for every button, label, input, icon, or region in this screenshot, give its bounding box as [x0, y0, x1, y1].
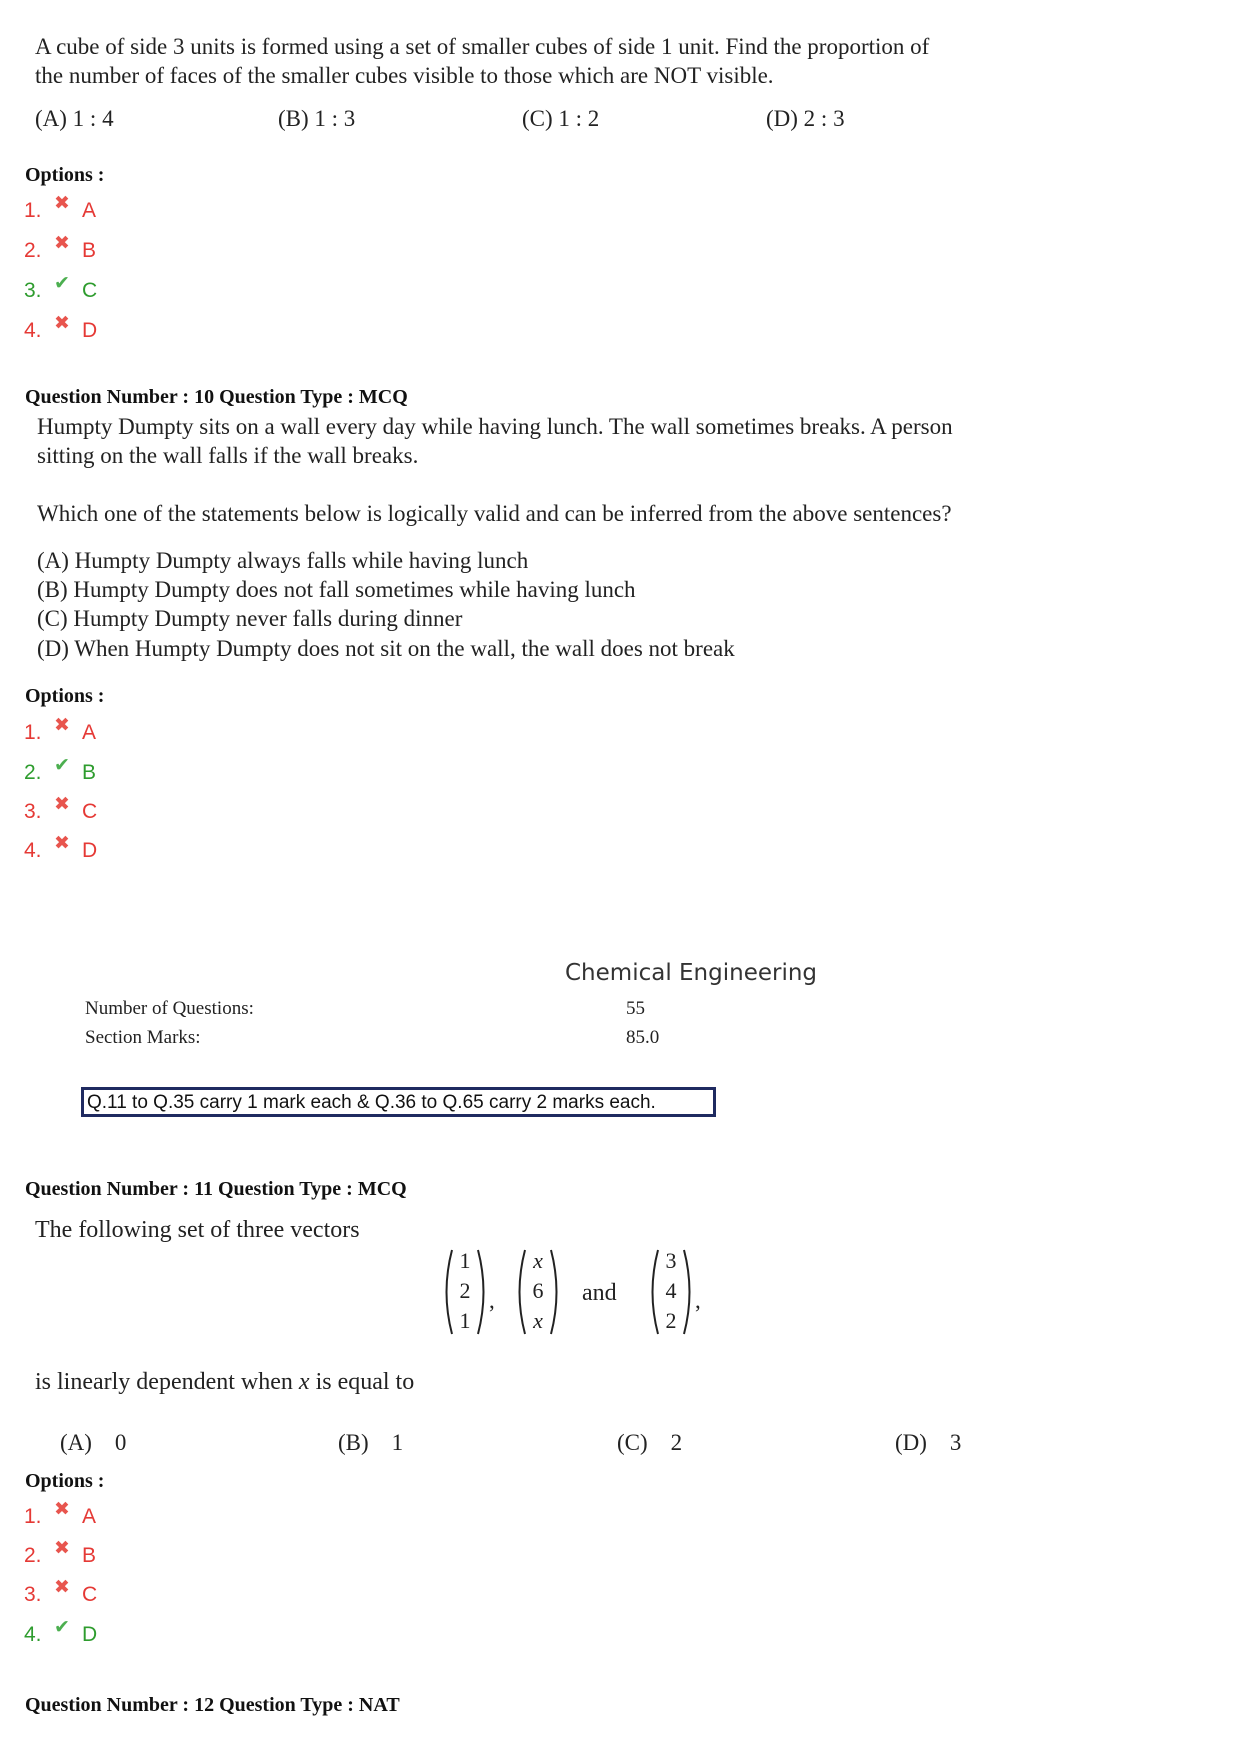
option-label: C	[82, 1583, 98, 1606]
q12-header: Question Number : 12 Question Type : NAT	[25, 1694, 400, 1716]
vector-and-word: and	[582, 1280, 617, 1306]
option-number: 2.	[24, 239, 42, 262]
q9-options-label: Options :	[25, 164, 105, 186]
q9-text-line2: the number of faces of the smaller cubes visible to those which are NOT visible.	[35, 63, 774, 88]
q10-text-line3: Which one of the statements below is logically valid and can be inferred from the above sentences?	[37, 501, 952, 526]
option-number: 3.	[24, 800, 42, 823]
option-label: D	[82, 1623, 98, 1646]
option-label: B	[82, 239, 97, 262]
option-label: A	[82, 199, 97, 222]
option-number: 4.	[24, 839, 42, 862]
num-questions-value: 55	[626, 998, 645, 1019]
vector-3	[646, 1248, 696, 1336]
check-icon: ✔	[54, 273, 70, 294]
option-number: 2.	[24, 1544, 42, 1567]
section-marks-label: Section Marks:	[85, 1027, 201, 1048]
option-label: A	[82, 1505, 97, 1528]
option-label: D	[82, 319, 98, 342]
q9-choice-b: (B) 1 : 3	[278, 106, 356, 131]
num-questions-label: Number of Questions:	[85, 998, 254, 1019]
q10-header: Question Number : 10 Question Type : MCQ	[25, 386, 408, 408]
option-number: 1.	[24, 721, 42, 744]
option-label: A	[82, 721, 97, 744]
q9-choice-d: (D) 2 : 3	[766, 106, 845, 131]
vector-1-entry-2: 2	[459, 1278, 471, 1303]
vector-1-entry-1: 1	[459, 1248, 471, 1273]
vector-2-entry-2: 6	[532, 1278, 544, 1303]
vector-1-entry-3: 1	[459, 1308, 471, 1333]
cross-icon: ✖	[54, 715, 70, 736]
q10-options-label: Options :	[25, 685, 105, 707]
option-number: 1.	[24, 199, 42, 222]
q11-text-line2	[35, 1368, 414, 1397]
vector-3-entry-1: 3	[665, 1248, 677, 1273]
q10-choice-a: (A) Humpty Dumpty always falls while having lunch	[37, 548, 529, 573]
cross-icon: ✖	[54, 794, 70, 815]
q11-text-line2-end: is equal to	[315, 1369, 415, 1395]
option-number: 4.	[24, 319, 42, 342]
cross-icon: ✖	[54, 1499, 70, 1520]
q10-text-line1: Humpty Dumpty sits on a wall every day while having lunch. The wall sometimes breaks. A person	[37, 414, 953, 439]
vector-1	[440, 1248, 490, 1336]
vector-2	[513, 1248, 563, 1336]
q10-choice-b: (B) Humpty Dumpty does not fall sometimes while having lunch	[37, 577, 636, 602]
vector-2-entry-3: x	[533, 1308, 543, 1333]
q11-options-label: Options :	[25, 1470, 105, 1492]
check-icon: ✔	[54, 1617, 70, 1638]
q10-choice-d: (D) When Humpty Dumpty does not sit on the wall, the wall does not break	[37, 636, 735, 661]
q10-text-line2: sitting on the wall falls if the wall breaks.	[37, 443, 419, 468]
q11-choice-d: (D) 3	[895, 1430, 962, 1455]
option-label: B	[82, 1544, 97, 1567]
section-title: Chemical Engineering	[565, 960, 818, 986]
option-number: 3.	[24, 1583, 42, 1606]
q11-choice-a: (A) 0	[60, 1430, 127, 1455]
option-label: C	[82, 800, 98, 823]
option-label: B	[82, 761, 97, 784]
cross-icon: ✖	[54, 233, 70, 254]
q11-header: Question Number : 11 Question Type : MCQ	[25, 1178, 407, 1200]
cross-icon: ✖	[54, 833, 70, 854]
option-label: C	[82, 279, 98, 302]
vector-comma-2: ,	[695, 1288, 701, 1313]
section-marks-value: 85.0	[626, 1027, 660, 1048]
option-number: 2.	[24, 761, 42, 784]
q9-text-line1: A cube of side 3 units is formed using a set of smaller cubes of side 1 unit. Find the proportion of	[35, 34, 930, 59]
q11-text-variable: x	[298, 1369, 310, 1395]
cross-icon: ✖	[54, 313, 70, 334]
vector-3-entry-3: 2	[665, 1308, 677, 1333]
option-label: D	[82, 839, 98, 862]
q11-text-line1: The following set of three vectors	[35, 1217, 360, 1243]
q11-text-line2-start: is linearly dependent when	[35, 1369, 293, 1395]
cross-icon: ✖	[54, 193, 70, 214]
check-icon: ✔	[54, 755, 70, 776]
vector-comma-1: ,	[489, 1288, 495, 1313]
cross-icon: ✖	[54, 1577, 70, 1598]
option-number: 4.	[24, 1623, 42, 1646]
vector-2-entry-1: x	[533, 1248, 543, 1273]
cross-icon: ✖	[54, 1538, 70, 1559]
q10-choice-c: (C) Humpty Dumpty never falls during dinner	[37, 606, 463, 631]
vector-3-entry-2: 4	[665, 1278, 677, 1303]
q11-choice-b: (B) 1	[338, 1430, 404, 1455]
option-number: 3.	[24, 279, 42, 302]
q11-choice-c: (C) 2	[617, 1430, 683, 1455]
option-number: 1.	[24, 1505, 42, 1528]
q9-choice-a: (A) 1 : 4	[35, 106, 114, 131]
q9-choice-c: (C) 1 : 2	[522, 106, 600, 131]
marks-notice: Q.11 to Q.35 carry 1 mark each & Q.36 to Q.65 carry 2 marks each.	[81, 1087, 716, 1117]
